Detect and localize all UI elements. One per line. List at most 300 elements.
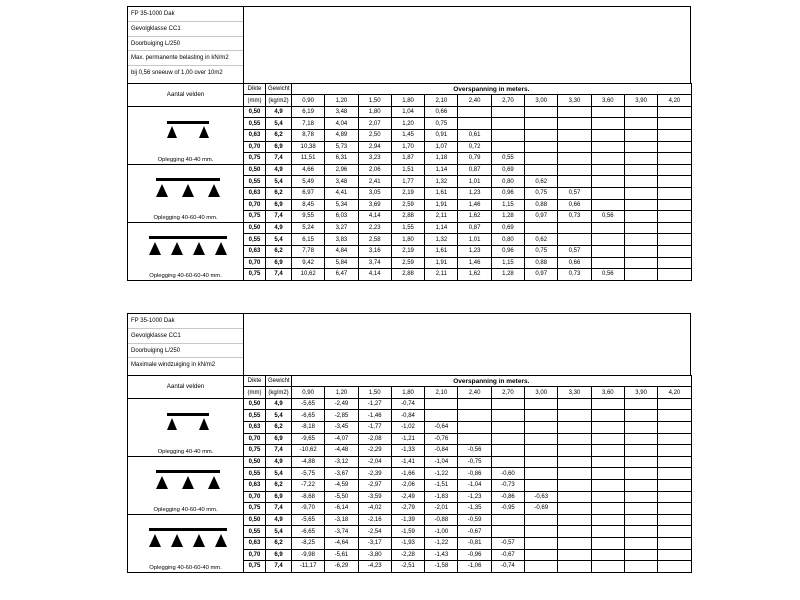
value-cell [491, 514, 524, 526]
value-cell: 0,69 [491, 222, 524, 234]
value-cell: 4,66 [292, 164, 325, 176]
value-cell: -1,39 [391, 514, 424, 526]
value-cell: 6,15 [292, 234, 325, 246]
value-cell [491, 141, 524, 153]
info-line: Max. permanente belasting in kN/m2 [128, 51, 243, 66]
value-cell [658, 234, 691, 246]
value-cell: 1,01 [458, 234, 491, 246]
sheet-info [128, 7, 244, 83]
value-cell [591, 141, 624, 153]
value-cell: -0,76 [425, 433, 458, 445]
value-cell [525, 445, 558, 457]
dikte-unit: (mm) [244, 387, 266, 398]
value-cell: 1,77 [391, 176, 424, 188]
gewicht-cell: 4,9 [266, 106, 292, 118]
beam-icon [149, 236, 227, 239]
value-cell [591, 245, 624, 257]
value-cell: 1,18 [425, 153, 458, 165]
value-cell: -6,65 [292, 410, 325, 422]
value-cell [624, 176, 657, 188]
value-cell: 1,55 [391, 222, 424, 234]
value-cell: -1,02 [391, 421, 424, 433]
support-triangle-icon [149, 534, 161, 547]
value-cell: 0,66 [425, 106, 458, 118]
gewicht-header: Gewicht [266, 84, 292, 95]
value-cell [525, 537, 558, 549]
value-cell: -2,29 [358, 445, 391, 457]
dikte-cell: 0,75 [244, 445, 266, 457]
value-cell: 6,03 [325, 211, 358, 223]
value-cell [658, 445, 691, 457]
value-cell: -0,64 [425, 421, 458, 433]
value-cell: 3,48 [325, 106, 358, 118]
value-cell [591, 561, 624, 573]
value-cell [624, 421, 657, 433]
support-triangle-icon [182, 476, 194, 489]
value-cell: -0,69 [525, 503, 558, 515]
value-cell [658, 433, 691, 445]
value-cell: 0,69 [491, 164, 524, 176]
dikte-cell: 0,70 [244, 433, 266, 445]
beam-diagram [130, 515, 241, 572]
value-cell: 1,32 [425, 234, 458, 246]
value-cell: -11,17 [292, 561, 325, 573]
value-cell: -4,59 [325, 479, 358, 491]
value-cell: -1,59 [391, 526, 424, 538]
value-cell [425, 398, 458, 410]
value-cell [624, 537, 657, 549]
value-cell [591, 410, 624, 422]
dikte-cell: 0,70 [244, 491, 266, 503]
support-caption: Oplegging 40-60-60-40 mm. [149, 272, 222, 279]
gewicht-cell: 4,9 [266, 164, 292, 176]
gewicht-cell: 5,4 [266, 526, 292, 538]
value-cell: -1,43 [425, 549, 458, 561]
dikte-cell: 0,63 [244, 129, 266, 141]
value-cell [525, 456, 558, 468]
value-cell: 2,06 [358, 164, 391, 176]
value-cell [558, 141, 591, 153]
value-cell: 1,32 [425, 176, 458, 188]
value-cell: 1,15 [491, 199, 524, 211]
value-cell [491, 106, 524, 118]
value-cell [591, 421, 624, 433]
gewicht-unit: (kg/m2) [266, 95, 292, 106]
value-cell: 4,89 [325, 129, 358, 141]
dikte-cell: 0,70 [244, 141, 266, 153]
value-cell: -5,50 [325, 491, 358, 503]
value-cell: -0,81 [458, 537, 491, 549]
value-cell [591, 234, 624, 246]
value-cell: -2,51 [391, 561, 424, 573]
value-cell: -2,54 [358, 526, 391, 538]
value-cell [624, 269, 657, 281]
value-cell [558, 118, 591, 130]
value-cell [591, 176, 624, 188]
dikte-cell: 0,70 [244, 257, 266, 269]
value-cell: 0,56 [591, 269, 624, 281]
value-cell: 1,15 [491, 257, 524, 269]
span-header: 2,10 [425, 95, 458, 106]
value-cell: -1,04 [458, 479, 491, 491]
value-cell: -0,67 [458, 526, 491, 538]
beam-diagram [130, 223, 241, 280]
dikte-cell: 0,63 [244, 187, 266, 199]
support-diagram [128, 164, 244, 222]
value-cell: 4,14 [358, 211, 391, 223]
value-cell: 0,80 [491, 176, 524, 188]
value-cell [624, 222, 657, 234]
value-cell [658, 245, 691, 257]
value-cell [658, 164, 691, 176]
value-cell: -1,35 [458, 503, 491, 515]
value-cell: 0,88 [525, 257, 558, 269]
support-diagram [128, 222, 244, 280]
value-cell: -9,98 [292, 549, 325, 561]
value-cell [525, 433, 558, 445]
value-cell: 1,04 [391, 106, 424, 118]
value-cell: 5,73 [325, 141, 358, 153]
gewicht-cell: 7,4 [266, 211, 292, 223]
value-cell [624, 257, 657, 269]
beam-diagram [130, 165, 241, 222]
value-cell: -1,46 [358, 410, 391, 422]
value-cell [658, 199, 691, 211]
value-cell [658, 410, 691, 422]
dikte-cell: 0,75 [244, 561, 266, 573]
value-cell: -4,48 [325, 445, 358, 457]
value-cell [558, 176, 591, 188]
span-header: 3,30 [558, 95, 591, 106]
dikte-cell: 0,55 [244, 526, 266, 538]
value-cell [624, 468, 657, 480]
value-cell: 1,51 [391, 164, 424, 176]
value-cell [558, 398, 591, 410]
value-cell [558, 410, 591, 422]
value-cell: -2,08 [358, 433, 391, 445]
value-cell: 3,48 [325, 176, 358, 188]
value-cell [558, 491, 591, 503]
info-line: Gevolgklasse CC1 [128, 329, 243, 344]
value-cell [525, 129, 558, 141]
value-cell: 0,96 [491, 187, 524, 199]
dikte-unit: (mm) [244, 95, 266, 106]
value-cell: -3,74 [325, 526, 358, 538]
value-cell [658, 153, 691, 165]
support-diagram [128, 456, 244, 514]
value-cell: -0,67 [491, 549, 524, 561]
aantal-velden-header: Aantal velden [128, 84, 244, 107]
gewicht-unit: (kg/m2) [266, 387, 292, 398]
value-cell: 7,18 [292, 118, 325, 130]
value-cell: 4,14 [358, 269, 391, 281]
value-cell [458, 398, 491, 410]
value-cell: 6,19 [292, 106, 325, 118]
value-cell [491, 118, 524, 130]
value-cell: 0,97 [525, 211, 558, 223]
value-cell: 1,01 [458, 176, 491, 188]
value-cell: -8,25 [292, 537, 325, 549]
overspanning-header: Overspanning in meters. [292, 376, 692, 387]
value-cell [525, 468, 558, 480]
value-cell: -2,16 [358, 514, 391, 526]
span-header: 3,90 [624, 387, 657, 398]
value-cell: -0,74 [491, 561, 524, 573]
value-cell: 3,74 [358, 257, 391, 269]
gewicht-cell: 7,4 [266, 561, 292, 573]
value-cell: 0,73 [558, 211, 591, 223]
value-cell [591, 445, 624, 457]
value-cell [624, 211, 657, 223]
beam-diagram [130, 457, 241, 514]
dikte-header: Dikte [244, 376, 266, 387]
value-cell: 1,91 [425, 257, 458, 269]
value-cell [658, 141, 691, 153]
support-triangle-icon [182, 184, 194, 197]
value-cell [591, 456, 624, 468]
support-triangle-icon [171, 534, 183, 547]
value-cell [558, 129, 591, 141]
value-cell: 1,70 [391, 141, 424, 153]
value-cell [658, 479, 691, 491]
value-cell: 2,07 [358, 118, 391, 130]
gewicht-cell: 6,2 [266, 245, 292, 257]
gewicht-cell: 5,4 [266, 410, 292, 422]
info-line: FP 35-1000 Dak [128, 314, 243, 329]
value-cell: -1,00 [425, 526, 458, 538]
value-cell: -8,18 [292, 421, 325, 433]
support-caption: Oplegging 40-60-40 mm. [153, 214, 218, 221]
value-cell: -1,04 [425, 456, 458, 468]
value-cell [558, 445, 591, 457]
value-cell [624, 479, 657, 491]
value-cell: 0,66 [558, 199, 591, 211]
value-cell [458, 410, 491, 422]
value-cell: 3,23 [358, 153, 391, 165]
value-cell: -0,73 [491, 479, 524, 491]
value-cell: 1,14 [425, 164, 458, 176]
dikte-cell: 0,50 [244, 398, 266, 410]
dikte-cell: 0,75 [244, 269, 266, 281]
beam-icon [167, 413, 209, 416]
value-cell: 1,20 [391, 118, 424, 130]
value-cell [624, 526, 657, 538]
value-cell: 6,47 [325, 269, 358, 281]
value-cell [491, 526, 524, 538]
gewicht-cell: 6,9 [266, 549, 292, 561]
gewicht-cell: 5,4 [266, 176, 292, 188]
support-triangle-icon [156, 476, 168, 489]
value-cell: -1,51 [425, 479, 458, 491]
value-cell: 7,78 [292, 245, 325, 257]
value-cell: -0,57 [491, 537, 524, 549]
value-cell [458, 433, 491, 445]
value-cell: 6,97 [292, 187, 325, 199]
value-cell: 4,84 [325, 245, 358, 257]
gewicht-cell: 7,4 [266, 503, 292, 515]
value-cell [624, 199, 657, 211]
value-cell: 0,61 [458, 129, 491, 141]
value-cell [591, 118, 624, 130]
header-row [128, 376, 692, 387]
span-header: 2,40 [458, 387, 491, 398]
value-cell: 10,38 [292, 141, 325, 153]
value-cell: 6,31 [325, 153, 358, 165]
span-header: 3,00 [525, 95, 558, 106]
gewicht-cell: 6,2 [266, 421, 292, 433]
value-cell [658, 503, 691, 515]
data-table [127, 83, 692, 281]
value-cell: 2,59 [391, 199, 424, 211]
value-cell [591, 468, 624, 480]
value-cell [624, 549, 657, 561]
value-cell [525, 106, 558, 118]
value-cell [591, 514, 624, 526]
value-cell: 4,41 [325, 187, 358, 199]
value-cell [591, 549, 624, 561]
value-cell [624, 153, 657, 165]
value-cell: -6,65 [292, 526, 325, 538]
value-cell: -3,59 [358, 491, 391, 503]
span-header: 2,70 [491, 387, 524, 398]
value-cell [624, 561, 657, 573]
dikte-cell: 0,50 [244, 456, 266, 468]
value-cell: -0,86 [458, 468, 491, 480]
value-cell: 0,88 [525, 199, 558, 211]
gewicht-cell: 6,9 [266, 141, 292, 153]
span-header: 3,30 [558, 387, 591, 398]
value-cell: -5,61 [325, 549, 358, 561]
sheet-info [128, 314, 244, 375]
value-cell [658, 421, 691, 433]
value-cell: 0,91 [425, 129, 458, 141]
gewicht-cell: 6,9 [266, 491, 292, 503]
value-cell [624, 164, 657, 176]
value-cell [458, 118, 491, 130]
value-cell [425, 410, 458, 422]
value-cell [591, 433, 624, 445]
value-cell [624, 141, 657, 153]
value-cell [558, 479, 591, 491]
value-cell [491, 445, 524, 457]
value-cell: 0,72 [458, 141, 491, 153]
value-cell: 2,94 [358, 141, 391, 153]
beam-icon [156, 178, 220, 181]
value-cell: 0,73 [558, 269, 591, 281]
support-caption: Oplegging 40-60-40 mm. [153, 506, 218, 513]
value-cell: 9,55 [292, 211, 325, 223]
value-cell: 1,23 [458, 245, 491, 257]
support-triangle-icon [193, 242, 205, 255]
dikte-cell: 0,75 [244, 153, 266, 165]
span-header: 1,20 [325, 387, 358, 398]
info-line: Gevolgklasse CC1 [128, 22, 243, 37]
beam-diagram [130, 107, 241, 164]
value-cell [658, 257, 691, 269]
value-cell [525, 222, 558, 234]
span-header: 2,10 [425, 387, 458, 398]
dikte-cell: 0,75 [244, 503, 266, 515]
dikte-cell: 0,55 [244, 234, 266, 246]
value-cell: -1,58 [425, 561, 458, 573]
value-cell: 0,62 [525, 176, 558, 188]
value-cell [624, 410, 657, 422]
support-caption: Oplegging 40-40 mm. [157, 448, 214, 455]
dikte-cell: 0,50 [244, 514, 266, 526]
value-cell: 0,96 [491, 245, 524, 257]
value-cell: -0,95 [491, 503, 524, 515]
value-cell: -6,29 [325, 561, 358, 573]
value-cell [591, 503, 624, 515]
support-triangle-icon [156, 184, 168, 197]
beam-diagram [130, 399, 241, 456]
value-cell: -2,04 [358, 456, 391, 468]
value-cell [558, 234, 591, 246]
value-cell: 0,57 [558, 187, 591, 199]
span-header: 2,70 [491, 95, 524, 106]
value-cell: 0,56 [591, 211, 624, 223]
dikte-cell: 0,55 [244, 468, 266, 480]
value-cell [558, 421, 591, 433]
value-cell: 0,75 [525, 187, 558, 199]
value-cell: -10,62 [292, 445, 325, 457]
value-cell: -0,88 [425, 514, 458, 526]
info-line: FP 35-1000 Dak [128, 7, 243, 22]
info-line: Doorbuiging L/250 [128, 344, 243, 359]
value-cell [525, 549, 558, 561]
value-cell [591, 106, 624, 118]
value-cell: -3,12 [325, 456, 358, 468]
value-cell: -0,84 [391, 410, 424, 422]
value-cell [591, 491, 624, 503]
value-cell [658, 187, 691, 199]
dikte-cell: 0,50 [244, 222, 266, 234]
dikte-cell: 0,55 [244, 118, 266, 130]
dikte-cell: 0,50 [244, 106, 266, 118]
value-cell: -1,83 [425, 491, 458, 503]
value-cell: -1,66 [391, 468, 424, 480]
value-cell: 2,11 [425, 269, 458, 281]
value-cell: -0,96 [458, 549, 491, 561]
table-row [128, 514, 692, 526]
dikte-header: Dikte [244, 84, 266, 95]
value-cell: 2,23 [358, 222, 391, 234]
value-cell [558, 106, 591, 118]
value-cell [558, 468, 591, 480]
value-cell: 3,16 [358, 245, 391, 257]
value-cell [491, 433, 524, 445]
value-cell: 1,14 [425, 222, 458, 234]
value-cell: 0,62 [525, 234, 558, 246]
span-header: 0,90 [292, 95, 325, 106]
value-cell: 5,34 [325, 199, 358, 211]
support-triangle-icon [199, 126, 209, 138]
value-cell [491, 398, 524, 410]
value-cell: 3,27 [325, 222, 358, 234]
value-cell: 0,55 [491, 153, 524, 165]
value-cell: -5,65 [292, 398, 325, 410]
value-cell: -1,27 [358, 398, 391, 410]
value-cell: -2,39 [358, 468, 391, 480]
support-diagram [128, 106, 244, 164]
dikte-cell: 0,63 [244, 537, 266, 549]
value-cell [491, 456, 524, 468]
value-cell: -5,65 [292, 514, 325, 526]
value-cell: 2,58 [358, 234, 391, 246]
value-cell [624, 106, 657, 118]
value-cell: -0,56 [458, 445, 491, 457]
value-cell: 0,80 [491, 234, 524, 246]
